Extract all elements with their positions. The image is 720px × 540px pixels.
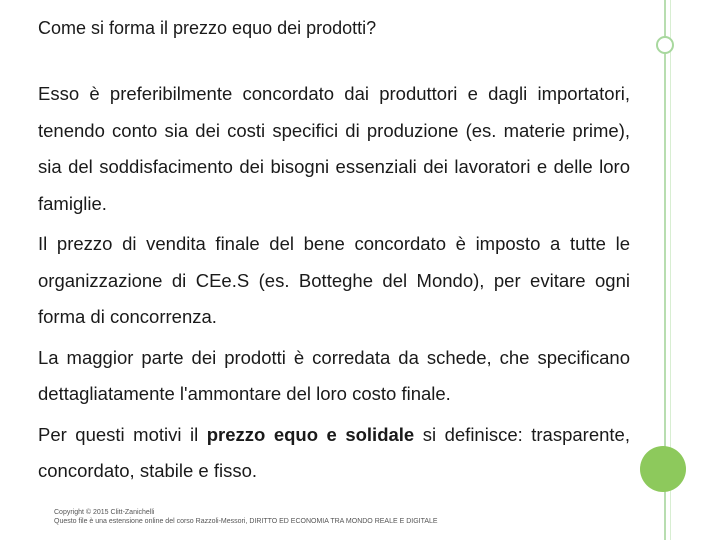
paragraph-1: Esso è preferibilmente concordato dai produttori e dagli importatori, tenendo conto sia dei costi specifici di produzione (es. materie prime), sia del soddisfacimento dei bisogni essenziali dei lavoratori e delle loro famiglie. [38, 83, 630, 214]
circle-outline-decoration [656, 36, 674, 54]
paragraph-4-after: si definisce: trasparente, concordato, stabile e fisso. [38, 423, 630, 481]
paragraph-3: La maggior parte dei prodotti è corredata da schede, che specificano dettagliatamente l'ammontare del loro costo finale. [38, 346, 630, 404]
circle-filled-decoration [640, 446, 686, 492]
paragraph-4-bold: prezzo equo e solidale [206, 423, 415, 445]
slide-body [38, 76, 630, 490]
paragraph-4-before: Per questi motivi il [38, 423, 207, 445]
copyright-footer [54, 508, 438, 526]
paragraph-4 [38, 417, 630, 490]
footer-line-2: Questo file è una estensione online del corso Razzoli-Messori, DIRITTO ED ECONOMIA TRA MONDO REALE E DIGITALE [54, 518, 438, 525]
footer-line-1: Copyright © 2015 Clitt-Zanichelli [54, 509, 155, 516]
paragraph-2: Il prezzo di vendita finale del bene concordato è imposto a tutte le organizzazione di CEe.S (es. Botteghe del Mondo), per evitare ogni forma di concorrenza. [38, 233, 630, 327]
slide-title: Come si forma il prezzo equo dei prodotti? [38, 18, 377, 38]
